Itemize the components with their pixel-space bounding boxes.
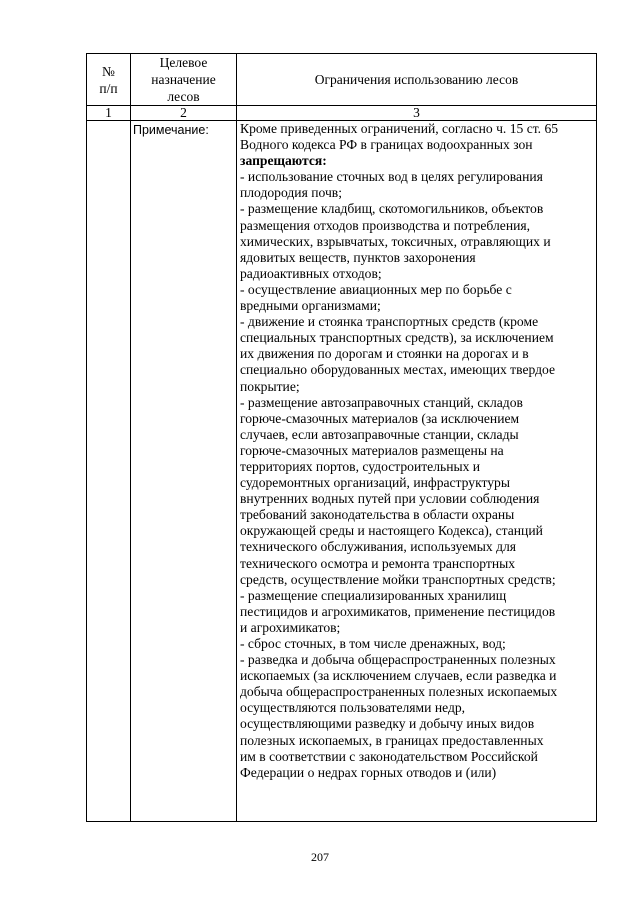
text-line: - движение и стоянка транспортных средств (кроме <box>240 314 539 330</box>
column-number-1: 1 <box>87 106 131 121</box>
note-label: Примечание: <box>131 121 237 822</box>
header-number-line-1: № <box>102 63 115 79</box>
text-line: осуществляющими разведку и добычу иных видов <box>240 716 535 732</box>
column-number-3: 3 <box>237 106 597 121</box>
text-line: им в соответствии с законодательством Российской <box>240 748 538 764</box>
header-restrictions-cell <box>237 54 597 106</box>
table-header-row <box>87 54 597 106</box>
table-row <box>87 121 597 822</box>
text-line: - размещение кладбищ, скотомогильников, объектов <box>240 201 544 217</box>
text-line: - разведка и добыча общераспространенных полезных <box>240 652 556 668</box>
text-line: горюче-смазочных материалов (за исключением <box>240 410 520 426</box>
text-line: - размещение специализированных хранилищ <box>240 587 507 603</box>
text-line: требований законодательства в области охраны <box>240 507 515 523</box>
text-line: радиоактивных отходов; <box>240 265 382 281</box>
text-line: - размещение автозаправочных станций, складов <box>240 394 523 410</box>
text-line: территориях портов, судостроительных и <box>240 458 481 474</box>
text-line: случаев, если автозаправочные станции, склады <box>240 426 519 442</box>
row-number-cell <box>87 121 131 822</box>
text-line: Водного кодекса РФ в границах водоохранных зон <box>240 137 533 153</box>
text-line: пестицидов и агрохимикатов, применение пестицидов <box>240 603 556 619</box>
text-line: Кроме приведенных ограничений, согласно ч. 15 ст. 65 <box>240 121 559 136</box>
column-number-row <box>87 106 597 121</box>
text-line: ископаемых (за исключением случаев, если разведка и <box>240 668 557 684</box>
text-line: полезных ископаемых, в границах предоставленных <box>240 732 544 748</box>
forest-restrictions-table <box>86 53 597 822</box>
header-number-cell <box>87 54 131 106</box>
text-line: их движения по дорогам и стоянки на дорогах и в <box>240 346 529 362</box>
text-line: и агрохимикатов; <box>240 619 341 635</box>
header-restrictions-text: Ограничения использованию лесов <box>314 72 519 87</box>
text-line: окружающей среды и настоящего Кодекса), станций <box>240 523 543 539</box>
text-line: ядовитых веществ, пунктов захоронения <box>240 249 476 265</box>
text-line: средств, осуществление мойки транспортных средств; <box>240 571 556 587</box>
text-line: покрытие; <box>240 378 300 394</box>
text-line: химических, взрывчатых, токсичных, отравляющих и <box>240 233 551 249</box>
restrictions-text-cell <box>237 121 597 822</box>
header-purpose-line-3: лесов <box>167 89 200 104</box>
text-line: добыча общераспространенных полезных ископаемых <box>240 684 558 700</box>
text-line: плодородия почв; <box>240 185 342 201</box>
text-line: - использование сточных вод в целях регулирования <box>240 169 543 185</box>
text-line: судоремонтных организаций, инфраструктуры <box>240 475 510 491</box>
header-purpose-cell <box>131 54 237 106</box>
header-purpose-line-1: Целевое <box>159 55 208 70</box>
text-line-prohibited: запрещаются: <box>240 153 327 169</box>
text-line: - сброс сточных, в том числе дренажных, вод; <box>240 636 506 651</box>
text-line: технического осмотра и ремонта транспортных <box>240 555 516 571</box>
text-line: вредными организмами; <box>240 298 381 314</box>
text-line: специально оборудованных местах, имеющих твердое <box>240 362 556 378</box>
page-number: 207 <box>311 850 329 864</box>
column-number-2: 2 <box>131 106 237 121</box>
text-line: внутренних водных путей при условии соблюдения <box>240 491 540 507</box>
text-line: горюче-смазочных материалов размещены на <box>240 442 504 458</box>
text-line: размещения отходов производства и потребления, <box>240 217 531 233</box>
text-line: технического обслуживания, используемых для <box>240 539 517 555</box>
text-line: специальных транспортных средств), за исключением <box>240 330 554 346</box>
text-line: Федерации о недрах горных отводов и (или) <box>240 764 497 780</box>
header-number-line-2: п/п <box>99 80 118 96</box>
header-purpose-line-2: назначение <box>151 72 216 87</box>
text-line: осуществляются пользователями недр, <box>240 700 466 716</box>
text-line: - осуществление авиационных мер по борьбе с <box>240 281 512 297</box>
